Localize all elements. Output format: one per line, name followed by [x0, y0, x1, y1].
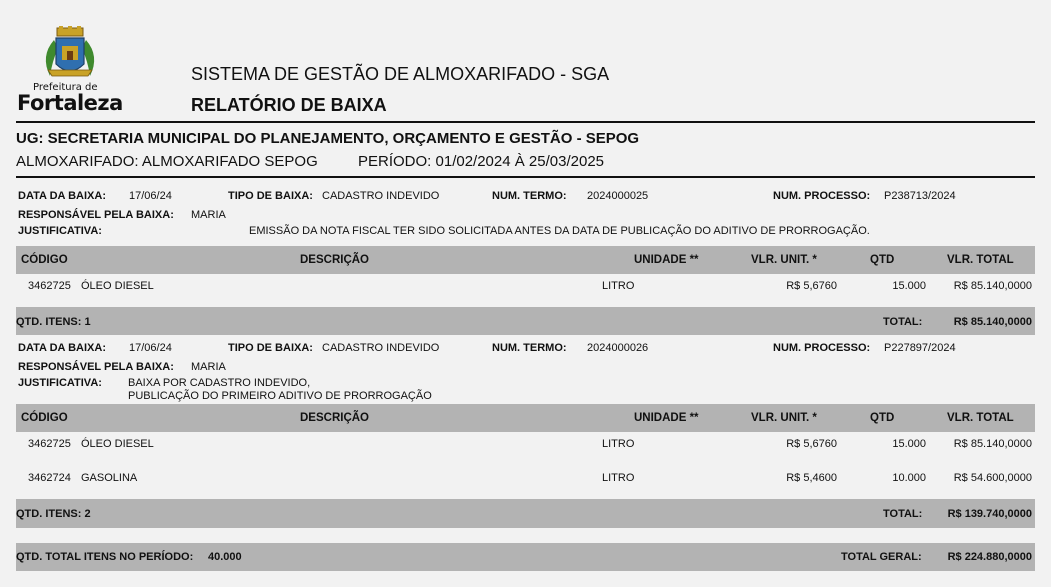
num-processo-label: NUM. PROCESSO:	[773, 342, 871, 354]
data-baixa-value: 17/06/24	[129, 190, 172, 202]
item-vlr-total: R$ 85.140,0000	[953, 280, 1032, 292]
item-descricao: ÓLEO DIESEL	[81, 280, 154, 292]
num-processo-value: P238713/2024	[884, 190, 956, 202]
num-termo-label: NUM. TERMO:	[492, 342, 567, 354]
col-codigo: CÓDIGO	[21, 254, 68, 266]
justificativa-label: JUSTIFICATIVA:	[18, 377, 102, 389]
col-unidade: UNIDADE **	[634, 412, 699, 424]
tipo-baixa-label: TIPO DE BAIXA:	[228, 190, 313, 202]
item-unidade: LITRO	[602, 280, 635, 292]
num-processo-value: P227897/2024	[884, 342, 956, 354]
data-baixa-value: 17/06/24	[129, 342, 172, 354]
logo-name: Fortaleza	[17, 91, 123, 115]
table-header	[16, 404, 1035, 432]
responsavel-label: RESPONSÁVEL PELA BAIXA:	[18, 361, 174, 373]
justificativa-value-line2: PUBLICAÇÃO DO PRIMEIRO ADITIVO DE PRORROGAÇÃO	[128, 390, 432, 402]
qtd-total-label: QTD. TOTAL ITENS NO PERÍODO:	[16, 551, 194, 563]
col-codigo: CÓDIGO	[21, 412, 68, 424]
col-descricao: DESCRIÇÃO	[300, 412, 370, 424]
responsavel-label: RESPONSÁVEL PELA BAIXA:	[18, 209, 174, 221]
item-qtd: 15.000	[892, 280, 926, 292]
data-baixa-label: DATA DA BAIXA:	[18, 342, 106, 354]
qtd-itens: QTD. ITENS: 1	[16, 316, 91, 328]
item-vlr-unit: R$ 5,6760	[786, 438, 837, 450]
total-value: R$ 85.140,0000	[953, 316, 1032, 328]
item-vlr-unit: R$ 5,6760	[786, 280, 837, 292]
periodo-line: PERÍODO: 01/02/2024 À 25/03/2025	[358, 153, 604, 170]
num-termo-label: NUM. TERMO:	[492, 190, 567, 202]
total-value: R$ 139.740,0000	[947, 508, 1032, 520]
subtotal-bar	[16, 307, 1035, 335]
col-vlr-total: VLR. TOTAL	[947, 254, 1014, 266]
item-unidade: LITRO	[602, 438, 635, 450]
tipo-baixa-value: CADASTRO INDEVIDO	[322, 190, 440, 202]
divider	[16, 121, 1035, 123]
tipo-baixa-label: TIPO DE BAIXA:	[228, 342, 313, 354]
qtd-itens: QTD. ITENS: 2	[16, 508, 91, 520]
grand-total-bar	[16, 543, 1035, 571]
logo-caption: Prefeitura de	[33, 82, 98, 93]
num-termo-value: 2024000025	[587, 190, 649, 202]
responsavel-value: MARIA	[191, 209, 226, 221]
divider	[16, 176, 1035, 178]
item-qtd: 15.000	[892, 438, 926, 450]
total-geral-value: R$ 224.880,0000	[947, 551, 1032, 563]
item-qtd: 10.000	[892, 472, 926, 484]
data-baixa-label: DATA DA BAIXA:	[18, 190, 106, 202]
item-unidade: LITRO	[602, 472, 635, 484]
justificativa-label: JUSTIFICATIVA:	[18, 225, 102, 237]
item-vlr-unit: R$ 5,4600	[786, 472, 837, 484]
justificativa-value-line1: BAIXA POR CADASTRO INDEVIDO,	[128, 377, 311, 389]
col-vlr-unit: VLR. UNIT. *	[751, 412, 817, 424]
col-vlr-total: VLR. TOTAL	[947, 412, 1014, 424]
qtd-total-value: 40.000	[208, 551, 242, 563]
subtotal-bar	[16, 499, 1035, 528]
item-descricao: GASOLINA	[81, 472, 138, 484]
almoxarifado-line: ALMOXARIFADO: ALMOXARIFADO SEPOG	[16, 153, 318, 170]
col-descricao: DESCRIÇÃO	[300, 254, 370, 266]
item-descricao: ÓLEO DIESEL	[81, 438, 154, 450]
responsavel-value: MARIA	[191, 361, 226, 373]
num-processo-label: NUM. PROCESSO:	[773, 190, 871, 202]
num-termo-value: 2024000026	[587, 342, 649, 354]
col-vlr-unit: VLR. UNIT. *	[751, 254, 817, 266]
system-title: SISTEMA DE GESTÃO DE ALMOXARIFADO - SGA	[191, 64, 610, 84]
item-codigo: 3462725	[28, 280, 71, 292]
total-label: TOTAL:	[883, 508, 923, 520]
ug-line: UG: SECRETARIA MUNICIPAL DO PLANEJAMENTO, ORÇAMENTO E GESTÃO - SEPOG	[16, 130, 640, 147]
item-codigo: 3462725	[28, 438, 71, 450]
item-vlr-total: R$ 85.140,0000	[953, 438, 1032, 450]
table-header	[16, 246, 1035, 274]
total-geral-label: TOTAL GERAL:	[841, 551, 922, 563]
item-codigo: 3462724	[28, 472, 71, 484]
item-vlr-total: R$ 54.600,0000	[953, 472, 1032, 484]
justificativa-value: EMISSÃO DA NOTA FISCAL TER SIDO SOLICITADA ANTES DA DATA DE PUBLICAÇÃO DO ADITIVO DE PRORROGAÇÃO.	[249, 225, 870, 237]
col-qtd: QTD	[870, 254, 895, 266]
tipo-baixa-value: CADASTRO INDEVIDO	[322, 342, 440, 354]
total-label: TOTAL:	[883, 316, 923, 328]
col-unidade: UNIDADE **	[634, 254, 699, 266]
col-qtd: QTD	[870, 412, 895, 424]
report-title: RELATÓRIO DE BAIXA	[191, 95, 387, 115]
